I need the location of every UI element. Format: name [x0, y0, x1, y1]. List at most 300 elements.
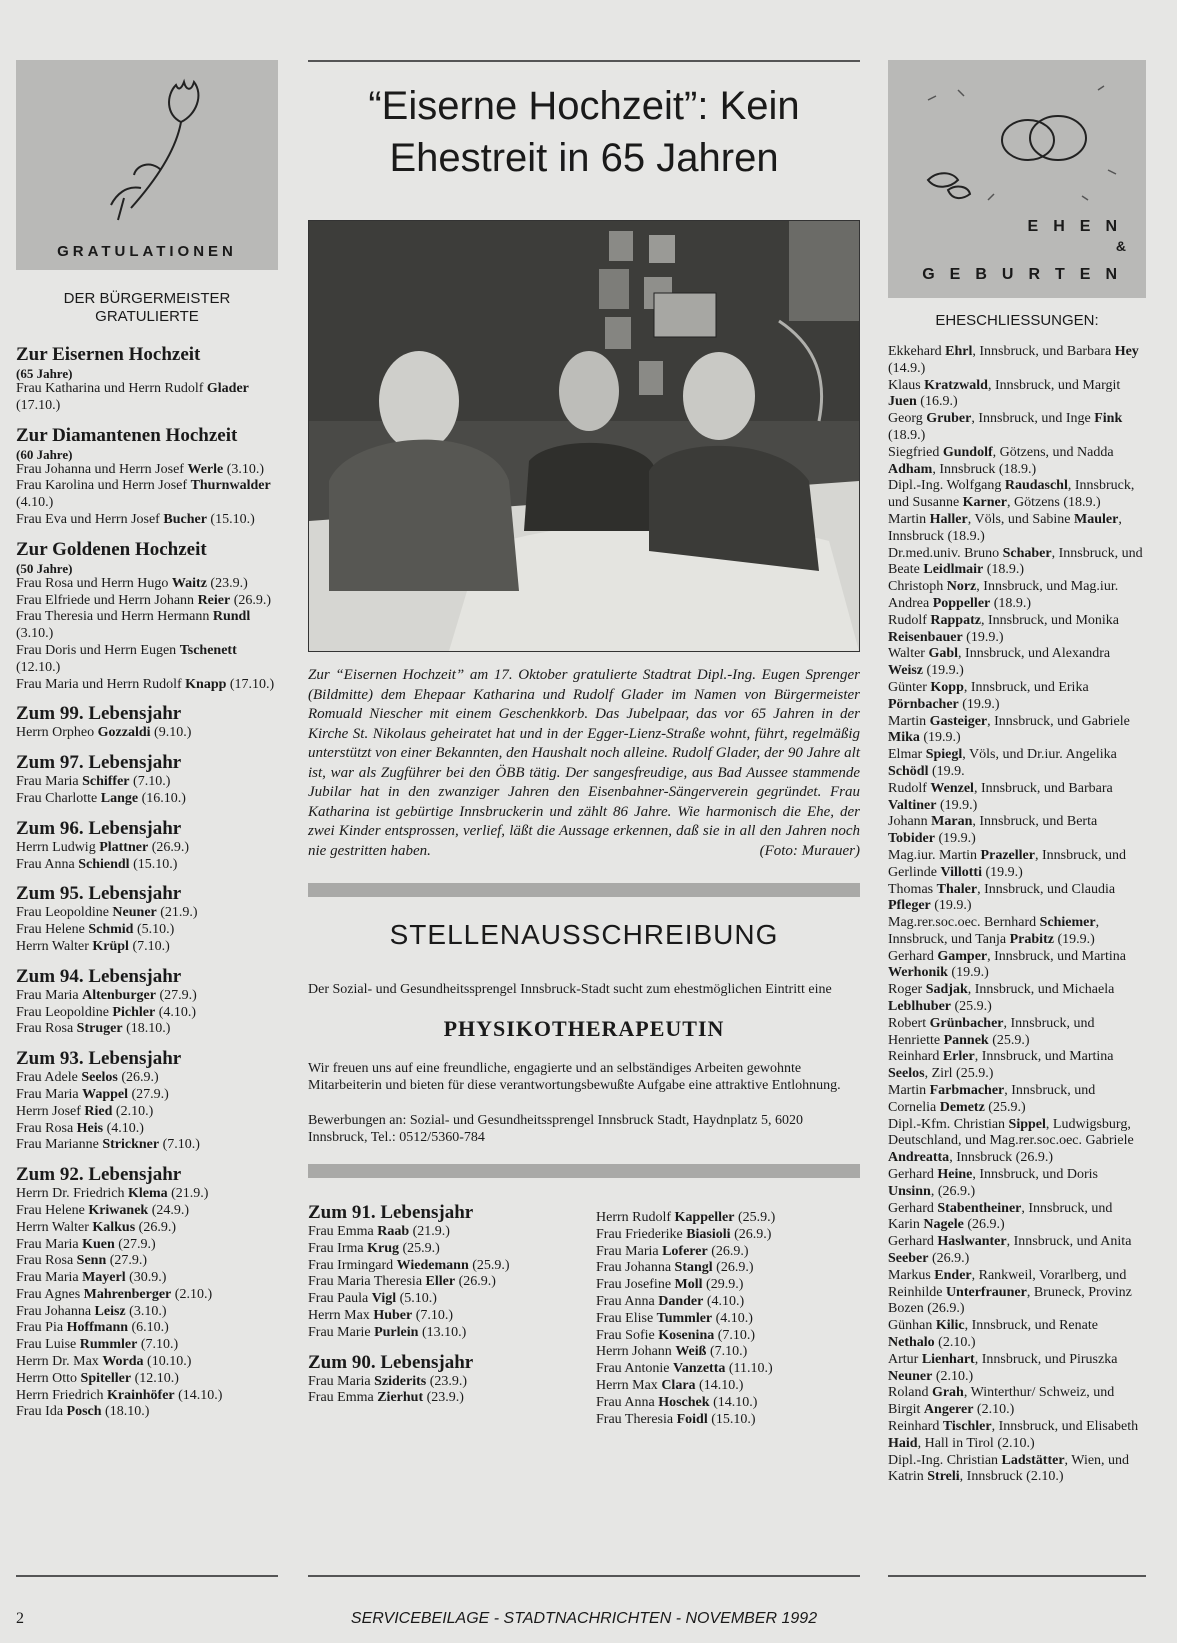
person-surname: Stabentheiner: [937, 1200, 1022, 1216]
entry-text: , Innsbruck (26.9.): [949, 1150, 1053, 1166]
list-item: [308, 1241, 596, 1258]
person-surname: Raudaschl: [1004, 478, 1068, 494]
list-item: [888, 378, 1146, 412]
entry-text: (23.9.): [426, 1373, 468, 1389]
list-item: [16, 1070, 278, 1087]
person-surname: Glader: [206, 381, 249, 396]
entry-text: (3.10.): [223, 461, 265, 477]
list-item: [888, 1318, 1146, 1352]
entry-text: Walter: [888, 646, 929, 662]
entry-text: (4.10.): [155, 1004, 197, 1020]
entry-text: Markus: [888, 1267, 935, 1283]
entry-text: (7.10.): [714, 1327, 756, 1343]
entry-text: , (26.9.): [930, 1183, 976, 1199]
person-surname: Villotti: [940, 864, 982, 880]
person-surname: Streli: [927, 1469, 960, 1485]
person-surname: Leblhuber: [888, 999, 952, 1015]
list-item: [888, 344, 1146, 378]
entry-text: Frau Helene: [16, 1202, 89, 1218]
entry-text: (26.9.): [455, 1274, 496, 1290]
entry-text: (19.9.): [930, 898, 972, 914]
list-item: [888, 1083, 1146, 1117]
entry-text: Frau Adele: [16, 1070, 82, 1086]
list-item: [16, 1253, 278, 1270]
person-surname: Strickner: [102, 1137, 160, 1153]
entry-text: (14.9.): [888, 360, 926, 376]
person-surname: Angerer: [923, 1402, 974, 1418]
entry-text: Frau Rosa: [16, 1120, 77, 1136]
anniversary-section: [308, 1352, 596, 1408]
entry-text: (4.10.): [703, 1293, 745, 1309]
entry-text: Robert: [888, 1015, 930, 1031]
entry-text: , Götzens (18.9.): [1007, 495, 1101, 511]
list-item: [888, 478, 1146, 512]
entry-text: (15.10.): [707, 1411, 756, 1427]
entry-text: Frau Maria: [16, 1236, 83, 1252]
person-surname: Ladstätter: [1001, 1452, 1065, 1468]
list-item: [888, 1016, 1146, 1050]
anniversary-section: [16, 752, 278, 808]
entry-text: (6.10.): [128, 1320, 169, 1336]
entry-text: , Winterthur/ Schweiz, und Birgit: [888, 1385, 1115, 1418]
person-surname: Kappeller: [674, 1210, 735, 1225]
entry-text: Frau Anna: [596, 1394, 659, 1410]
entry-text: (13.10.): [418, 1324, 467, 1340]
list-item: [16, 1287, 278, 1304]
list-item: [888, 1167, 1146, 1201]
caption-text: Zur “Eisernen Hochzeit” am 17. Oktober gratulierte Stadtrat Dipl.-Ing. Eugen Sprenger (Bildmitte) dem Ehepaar Katharina und Rudolf Glader im Namen von Bürgermeister Romuald Niescher mit einem Geschenkkorb. Das Jubelpaar, das vor 65 Jahren in der Kirche St. Nikolaus geheiratet hat und in der Egger-Lienz-Straße wohnt, führt, regelmäßig unterstützt von einer Bekannten, den Haushalt noch alleine. Rudolf Glader, der 90 Jahre alt ist, war als Zugführer bei den ÖBB tätig. Der sangesfreudige, aus Bad Aussee stammende Jubilar hat in den zwanziger Jahren den Eisenbahner-Sängerverein gegründet. Frau Katharina ist gebürtige Innsbruckerin und zählt 86 Jahre. Wie harmonisch die Ehe, der zwei Kinder entsprossen, verlief, läßt die Aussage erkennen, daß sie in all den Jahren noch nie gestritten haben.: [308, 667, 860, 859]
person-surname: Gasteiger: [929, 713, 988, 729]
entry-text: Christoph: [888, 579, 947, 595]
entry-text: (17.10.): [226, 676, 275, 692]
list-item: [596, 1412, 860, 1429]
person-surname: Schiffer: [82, 774, 130, 790]
list-item: [16, 988, 278, 1005]
person-surname: Mika: [888, 730, 920, 746]
entry-text: Frau Antonie: [596, 1361, 673, 1377]
list-item: [308, 1224, 596, 1241]
list-item: [16, 1005, 278, 1022]
list-item: [16, 774, 278, 791]
entry-text: , Wien, und Katrin: [888, 1452, 1130, 1485]
entry-text: Frau Theresia und Herrn Hermann: [16, 609, 213, 625]
person-surname: Norz: [946, 579, 977, 595]
entry-text: Frau Rosa: [16, 1021, 77, 1037]
person-surname: Adham: [888, 461, 933, 477]
marriages-heading: EHESCHLIESSUNGEN:: [935, 312, 1099, 329]
entry-text: , Innsbruck, und Martina: [987, 948, 1126, 964]
person-surname: Raab: [377, 1224, 410, 1239]
entry-text: , Innsbruck, und Tanja: [888, 915, 1100, 947]
list-item: [888, 646, 1146, 680]
entry-text: Frau Johanna und Herrn Josef: [16, 461, 188, 477]
bottom-rule-right: [888, 1575, 1146, 1577]
entry-text: Frau Leopoldine: [16, 905, 113, 921]
entry-text: , Innsbruck, und Anita: [1006, 1234, 1132, 1250]
entry-text: (19.9.): [923, 663, 964, 679]
entry-text: (18.10.): [122, 1021, 171, 1037]
birthday-column-2: [596, 1202, 860, 1428]
marriages-list: [888, 344, 1146, 1486]
entry-text: (2.10.): [973, 1402, 1015, 1418]
anniversary-section: [16, 703, 278, 742]
entry-text: Frau Paula: [308, 1291, 372, 1307]
list-item: [16, 576, 278, 593]
person-surname: Spiegl: [925, 747, 963, 763]
entry-text: (26.9.): [963, 1217, 1005, 1233]
panel-title-ehen: EHEN: [1027, 218, 1132, 235]
entry-text: , Innsbruck, und Gabriele: [987, 713, 1130, 729]
list-item: [16, 1137, 278, 1154]
section-title: Zur Eisernen Hochzeit: [16, 344, 201, 365]
person-surname: Gamper: [937, 948, 988, 964]
list-item: [308, 1308, 596, 1325]
entry-text: , Innsbruck, und Margit: [987, 377, 1121, 393]
entry-text: , Innsbruck, und Doris: [972, 1167, 1098, 1183]
entry-text: (26.9.): [230, 592, 272, 608]
entry-text: Elmar: [888, 747, 926, 763]
entry-text: Frau Josefine: [596, 1277, 675, 1293]
person-surname: Mayerl: [82, 1270, 126, 1286]
entry-text: (18.9.): [990, 595, 1032, 611]
list-item: [888, 1234, 1146, 1268]
entry-text: (4.10.): [103, 1120, 144, 1136]
entry-text: (14.10.): [174, 1387, 223, 1403]
list-item: [596, 1294, 860, 1311]
center-column: [308, 60, 860, 1428]
entry-text: , Innsbruck, und Alexandra: [958, 646, 1111, 662]
person-surname: Kopp: [930, 679, 964, 695]
person-surname: Rundl: [212, 609, 251, 625]
entry-text: (3.10.): [16, 626, 54, 642]
entry-text: , Götzens, und Nadda: [992, 444, 1114, 460]
entry-text: Thomas: [888, 881, 937, 897]
person-surname: Erler: [942, 1049, 975, 1065]
entry-text: , Innsbruck, und Elisabeth: [991, 1419, 1139, 1434]
entry-text: Artur: [888, 1351, 922, 1367]
entry-text: , Innsbruck, und Inge: [971, 411, 1095, 427]
entry-text: , Zirl (25.9.): [924, 1066, 994, 1082]
list-item: [16, 593, 278, 610]
list-item: [888, 579, 1146, 613]
entry-text: Reinhard: [888, 1049, 943, 1065]
list-item: [596, 1244, 860, 1261]
entry-text: Frau Johanna: [596, 1260, 675, 1276]
entry-text: (4.10.): [712, 1310, 753, 1326]
person-surname: Kalkus: [92, 1219, 136, 1235]
list-item: [16, 791, 278, 808]
list-item: [888, 445, 1146, 479]
entry-text: Gerhard: [888, 948, 938, 964]
list-item: [16, 1388, 278, 1405]
person-surname: Altenburger: [82, 987, 156, 1003]
wedding-rings-icon: [888, 60, 1146, 220]
entry-text: (19.9.): [981, 864, 1023, 880]
person-surname: Prazeller: [980, 847, 1035, 863]
person-surname: Ried: [84, 1103, 113, 1119]
entry-text: (5.10.): [133, 922, 175, 938]
entry-text: (7.10.): [129, 774, 171, 790]
entry-text: Herrn Otto: [16, 1370, 81, 1386]
entry-text: Herrn Max: [308, 1307, 374, 1323]
person-surname: Weiß: [675, 1344, 707, 1360]
entry-text: Frau Rosa und Herrn Hugo: [16, 575, 172, 591]
person-surname: Struger: [76, 1021, 123, 1037]
entry-text: (14.10.): [695, 1377, 744, 1393]
entry-text: Frau Friederike: [596, 1226, 687, 1242]
person-surname: Nethalo: [888, 1335, 935, 1351]
entry-text: Frau Theresia: [596, 1411, 677, 1427]
person-surname: Schmid: [88, 922, 134, 938]
entry-text: (7.10.): [137, 1337, 179, 1353]
entry-text: Roger: [888, 982, 926, 998]
photo-credit: (Foto: Murauer): [759, 842, 860, 859]
entry-text: (27.9.): [114, 1236, 156, 1252]
person-surname: Seeber: [888, 1251, 929, 1267]
entry-text: , Innsbruck, und Karin: [888, 1200, 1113, 1233]
entry-text: Dipl.-Ing. Wolfgang: [888, 478, 1005, 494]
job-body: Wir freuen uns auf eine freundliche, engagierte und an selbständiges Arbeiten gewohnte Mitarbeiterin und bieten für diese verantwortungsbewußte Aufgabe eine attraktive Entlohnung.: [308, 1061, 841, 1093]
person-surname: Moll: [674, 1277, 703, 1293]
person-surname: Reier: [197, 592, 231, 608]
entry-text: Herrn Ludwig: [16, 839, 100, 855]
entry-text: , Innsbruck, und Renate: [964, 1318, 1098, 1334]
entry-text: (19.9.): [919, 730, 961, 746]
person-surname: Krug: [367, 1240, 399, 1256]
list-item: [888, 1419, 1146, 1453]
person-surname: Waitz: [171, 575, 207, 591]
entry-text: (19.9.: [928, 763, 965, 779]
entry-text: Georg: [888, 411, 927, 427]
list-item: [16, 857, 278, 874]
person-surname: Andreatta: [888, 1150, 950, 1166]
entry-text: Frau Maria: [16, 1270, 83, 1286]
entry-text: (27.9.): [106, 1253, 148, 1269]
entry-text: (2.10.): [932, 1368, 974, 1384]
person-surname: Stangl: [674, 1260, 713, 1276]
person-surname: Farbmacher: [929, 1083, 1005, 1099]
entry-text: (7.10.): [706, 1344, 748, 1360]
entry-text: (25.9.): [398, 1240, 440, 1256]
tulip-icon: [16, 60, 278, 240]
person-surname: Demetz: [939, 1099, 985, 1115]
entry-text: (10.10.): [143, 1354, 192, 1370]
entry-text: Günter: [888, 679, 931, 695]
person-surname: Seelos: [81, 1070, 118, 1086]
entry-text: Frau Marie: [308, 1324, 375, 1340]
entry-text: , Bruneck, Provinz Bozen (26.9.): [888, 1284, 1132, 1317]
entry-text: Dipl.-Ing. Christian: [888, 1452, 1002, 1468]
entry-text: , Völs, und Dr.iur. Angelika: [962, 747, 1117, 763]
person-surname: Haslwanter: [937, 1234, 1007, 1250]
section-title: Zum 96. Lebensjahr: [16, 817, 182, 839]
entry-text: , Innsbruck, und Gerlinde: [888, 847, 1126, 880]
entry-text: Herrn Walter: [16, 938, 93, 954]
person-surname: Wenzel: [930, 780, 974, 796]
person-surname: Tischler: [942, 1419, 992, 1434]
person-surname: Valtiner: [888, 797, 937, 813]
list-item: [16, 922, 278, 939]
person-surname: Bucher: [163, 511, 207, 527]
person-surname: Heine: [937, 1167, 973, 1183]
entry-text: , Hall in Tirol (2.10.): [917, 1435, 1035, 1451]
person-surname: Karner: [962, 495, 1007, 511]
person-surname: Gundolf: [942, 444, 993, 460]
divider-bar: [308, 883, 860, 897]
person-surname: Dander: [658, 1293, 704, 1309]
photo-illustration: [309, 221, 859, 651]
entry-text: Frau Maria Theresia: [308, 1274, 426, 1290]
list-item: [596, 1210, 860, 1227]
entry-text: (15.10.): [129, 856, 178, 872]
birthday-columns: [308, 1202, 860, 1428]
person-surname: Hoschek: [658, 1394, 710, 1410]
entry-text: , Ludwigsburg, Deutschland, und Mag.rer.soc.oec. Gabriele: [888, 1116, 1134, 1149]
entry-text: (11.10.): [725, 1361, 773, 1377]
entry-text: (19.9.): [962, 629, 1004, 645]
person-surname: Kosenina: [658, 1327, 715, 1343]
list-item: [888, 882, 1146, 916]
person-surname: Haid: [888, 1435, 918, 1451]
list-item: [308, 1325, 596, 1342]
entry-text: Herrn Orpheo: [16, 725, 98, 741]
entry-text: Frau Maria: [16, 1086, 83, 1102]
list-item: [16, 1320, 278, 1337]
person-surname: Seelos: [888, 1066, 925, 1082]
list-item: [888, 848, 1146, 882]
entry-text: (18.9.): [983, 562, 1025, 578]
section-title: Zum 93. Lebensjahr: [16, 1048, 182, 1070]
left-column: [16, 60, 278, 1431]
anniversary-section: [16, 818, 278, 874]
entry-text: Herrn Dr. Friedrich: [16, 1186, 128, 1202]
person-surname: Gabl: [928, 646, 959, 662]
entry-text: (24.9.): [148, 1202, 190, 1218]
list-item: [16, 1337, 278, 1354]
person-surname: Schiemer: [1039, 915, 1096, 931]
entry-text: , Innsbruck, und Berta: [972, 814, 1098, 830]
person-surname: Schaber: [1002, 545, 1052, 561]
list-item: [888, 680, 1146, 714]
person-surname: Werle: [187, 461, 224, 477]
anniversary-section: [16, 1048, 278, 1154]
entry-text: (27.9.): [155, 987, 197, 1003]
entry-text: (26.9.): [135, 1219, 176, 1235]
list-item: [16, 1404, 278, 1421]
entry-text: (19.9.): [934, 831, 976, 847]
person-surname: Senn: [76, 1253, 107, 1269]
entry-text: Frau Maria: [16, 774, 83, 790]
entry-text: Johann: [888, 814, 932, 830]
entry-text: Martin: [888, 713, 930, 729]
entry-text: Frau Pia: [16, 1320, 67, 1336]
mayor-congratulated-heading: DER BÜRGERMEISTER GRATULIERTE: [63, 290, 231, 325]
list-item: [16, 1186, 278, 1203]
entry-text: Frau Irmingard: [308, 1257, 397, 1273]
entry-text: (7.10.): [412, 1307, 454, 1323]
list-item: [16, 512, 278, 529]
entry-text: Herrn Rudolf: [596, 1210, 675, 1225]
entry-text: Mag.rer.soc.oec. Bernhard: [888, 915, 1040, 931]
person-surname: Worda: [102, 1354, 144, 1370]
entry-text: Frau Leopoldine: [16, 1004, 113, 1020]
person-surname: Kilic: [935, 1318, 965, 1334]
entry-text: Reinhard: [888, 1419, 943, 1434]
entry-text: Gerhard: [888, 1200, 938, 1216]
list-item: [16, 1021, 278, 1038]
entry-text: (26.9.): [117, 1070, 159, 1086]
list-item: [308, 1291, 596, 1308]
list-item: [16, 1304, 278, 1321]
person-surname: Fink: [1094, 411, 1123, 427]
entry-text: Dr.med.univ. Bruno: [888, 545, 1003, 561]
list-item: [888, 781, 1146, 815]
person-surname: Sziderits: [374, 1373, 427, 1389]
person-surname: Mauler: [1074, 511, 1119, 527]
list-item: [16, 643, 278, 677]
person-surname: Tummler: [656, 1310, 713, 1326]
entry-text: , Innsbruck, und Henriette: [888, 1015, 1095, 1048]
list-item: [16, 1354, 278, 1371]
person-surname: Kriwanek: [88, 1202, 149, 1218]
entry-text: Frau Elfriede und Herrn Johann: [16, 592, 198, 608]
entry-text: Frau Rosa: [16, 1253, 77, 1269]
person-surname: Krainhöfer: [106, 1387, 175, 1403]
anniversary-section: [16, 539, 278, 694]
entry-text: Herrn Max: [596, 1377, 662, 1393]
entry-text: Herrn Dr. Max: [16, 1354, 103, 1370]
section-title: Zum 97. Lebensjahr: [16, 752, 182, 774]
job-position: PHYSIKOTHERAPEUTIN: [443, 1016, 725, 1041]
entry-text: (17.10.): [16, 397, 61, 413]
job-listing: [308, 981, 860, 1146]
job-listing-title: STELLENAUSSCHREIBUNG: [389, 919, 779, 950]
person-surname: Ender: [934, 1267, 972, 1283]
section-subtitle: (65 Jahre): [16, 366, 73, 381]
entry-text: Roland: [888, 1385, 932, 1401]
entry-text: (7.10.): [128, 938, 170, 954]
list-item: [16, 1087, 278, 1104]
person-surname: Tschenett: [179, 642, 237, 658]
entry-text: , Innsbruck, und Mag.iur. Andrea: [888, 579, 1119, 611]
ehen-geburten-panel: [888, 60, 1146, 298]
entry-text: Klaus: [888, 377, 925, 393]
person-surname: Mahrenberger: [83, 1286, 172, 1302]
person-surname: Unterfrauner: [945, 1284, 1027, 1300]
person-surname: Reisenbauer: [888, 629, 963, 645]
entry-text: (21.9.): [167, 1186, 209, 1202]
entry-text: (26.9.): [730, 1226, 772, 1242]
entry-text: Frau Emma: [308, 1224, 378, 1239]
person-surname: Loferer: [662, 1243, 708, 1259]
list-item: [888, 1352, 1146, 1386]
person-surname: Gruber: [926, 411, 972, 427]
person-surname: Rummler: [79, 1337, 138, 1353]
entry-text: Frau Karolina und Herrn Josef: [16, 478, 191, 494]
entry-text: Frau Elise: [596, 1310, 657, 1326]
section-title: Zum 91. Lebensjahr: [308, 1202, 474, 1223]
person-surname: Leidlmair: [923, 562, 984, 578]
congratulations-list: [16, 344, 278, 1421]
bottom-rule-center: [308, 1575, 860, 1577]
entry-text: Frau Emma: [308, 1390, 378, 1406]
entry-text: , Innsbruck (2.10.): [959, 1469, 1064, 1485]
list-item: [596, 1311, 860, 1328]
anniversary-section: [16, 883, 278, 955]
person-surname: Nagele: [923, 1217, 964, 1233]
entry-text: , Rankweil, Vorarlberg, und Reinhilde: [888, 1267, 1127, 1300]
section-subtitle: (60 Jahre): [16, 446, 73, 462]
